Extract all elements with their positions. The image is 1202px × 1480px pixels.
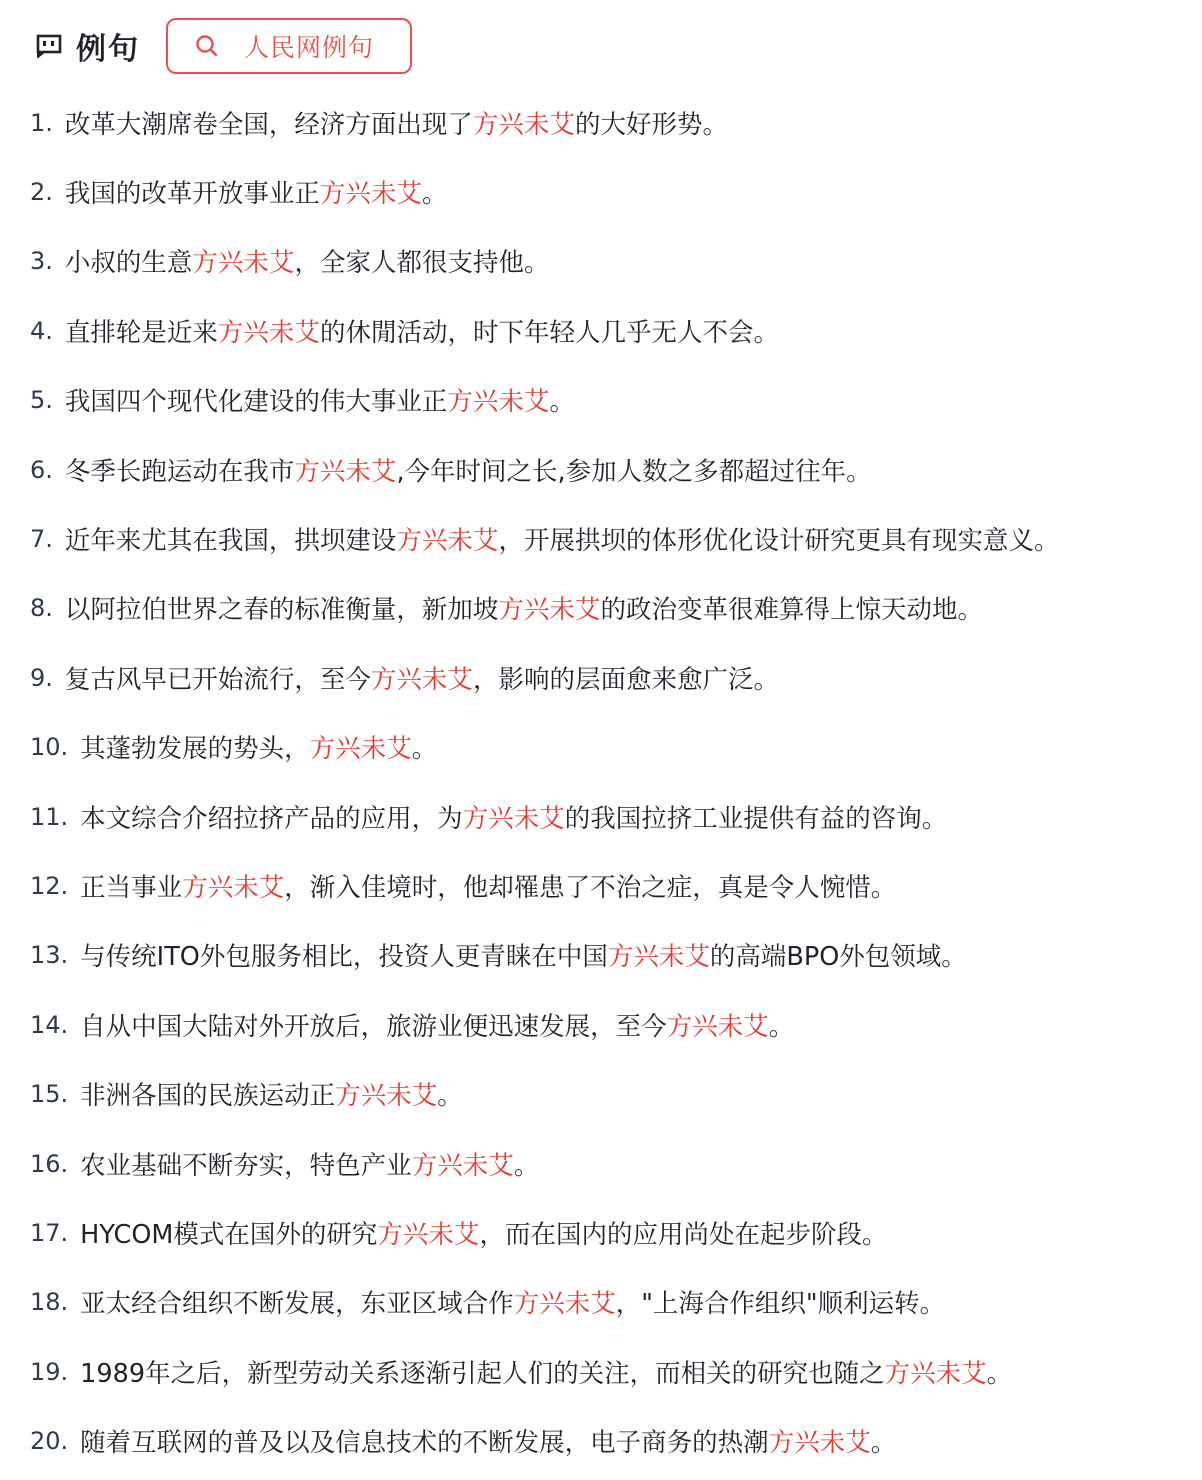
sentence-text-after: 的政治变革很难算得上惊天动地。: [600, 595, 983, 626]
sentence-item: [30, 643, 1195, 712]
sentence-item: [30, 1129, 1195, 1198]
sentence-item: [30, 88, 1195, 157]
sentence-number: 11.: [30, 802, 69, 831]
sentence-number: 17.: [30, 1218, 69, 1247]
sentence-text: [80, 1284, 945, 1320]
highlighted-keyword: 方兴未艾: [666, 1011, 769, 1042]
sentence-number: 20.: [30, 1427, 69, 1456]
sentence-item: [30, 990, 1195, 1059]
highlighted-keyword: 方兴未艾: [396, 526, 499, 557]
highlighted-keyword: 方兴未艾: [319, 179, 422, 210]
sentence-text: [65, 105, 728, 141]
sentence-text-after: 。: [870, 1428, 897, 1459]
highlighted-keyword: 方兴未艾: [309, 734, 412, 765]
sentence-text: [80, 1146, 539, 1182]
sentence-text-before: 冬季长跑运动在我市: [64, 456, 295, 487]
sentence-item: [30, 435, 1195, 504]
sentence-item: [30, 227, 1195, 296]
sentence-number: 1.: [30, 108, 53, 137]
sentence-number: 6.: [30, 455, 53, 484]
sentence-text: [80, 1076, 463, 1112]
sentence-item: [30, 713, 1195, 782]
sentence-number: 16.: [30, 1149, 69, 1178]
sentence-text: [65, 452, 872, 488]
search-button-label: 人民网例句: [244, 33, 375, 62]
sentence-item: [30, 296, 1195, 365]
sentence-text-after: 的我国拉挤工业提供有益的咨询。: [564, 803, 948, 834]
sentence-text-before: 我国的改革开放事业正: [64, 179, 320, 210]
highlighted-keyword: 方兴未艾: [768, 1428, 871, 1459]
sentence-text: [65, 243, 550, 279]
sentence-text-after: ，渐入佳境时，他却罹患了不治之症，真是令人惋惜。: [284, 872, 897, 903]
sentence-number: 5.: [30, 386, 53, 415]
sentence-text-before: HYCOM模式在国外的研究: [80, 1219, 378, 1250]
sentence-text-before: 亚太经合组织不断发展，东亚区域合作: [80, 1289, 514, 1320]
sentence-text-after: ，影响的层面愈来愈广泛。: [472, 664, 779, 695]
sentence-number: 4.: [30, 316, 53, 345]
sentence-text-before: 农业基础不断夯实，特色产业: [80, 1150, 412, 1181]
sentence-text-after: 。: [986, 1358, 1013, 1389]
highlighted-keyword: 方兴未艾: [192, 248, 295, 279]
highlighted-keyword: 方兴未艾: [335, 1081, 438, 1112]
sentence-number: 13.: [30, 941, 69, 970]
sentence-text: [80, 1423, 896, 1459]
sentence-number: 8.: [30, 594, 53, 623]
sentence-item: [30, 1198, 1195, 1267]
highlighted-keyword: 方兴未艾: [884, 1358, 987, 1389]
sentence-text: [65, 382, 575, 418]
sentence-text-after: ，全家人都很支持他。: [294, 248, 550, 279]
section-title: 例句: [76, 32, 140, 67]
quote-box-icon: [34, 31, 64, 61]
sentence-text-after: ,今年时间之长,参加人数之多都超过往年。: [396, 456, 872, 487]
example-sentence-list: [30, 88, 1195, 1476]
sentence-text-before: 我国四个现代化建设的伟大事业正: [64, 387, 448, 418]
sentence-text-after: 。: [768, 1011, 795, 1042]
highlighted-keyword: 方兴未艾: [411, 1150, 514, 1181]
sentence-text-before: 改革大潮席卷全国，经济方面出现了: [64, 109, 473, 140]
sentence-text: [80, 729, 437, 765]
sentence-text-after: 。: [411, 734, 438, 765]
sentence-text: [80, 1354, 1012, 1390]
sentence-text: [80, 1215, 887, 1251]
sentence-text: [80, 1007, 794, 1043]
highlighted-keyword: 方兴未艾: [472, 109, 575, 140]
sentence-number: 19.: [30, 1357, 69, 1386]
sentence-number: 3.: [30, 247, 53, 276]
highlighted-keyword: 方兴未艾: [498, 595, 601, 626]
sentence-text-after: 。: [437, 1081, 463, 1112]
sentence-text: [80, 868, 896, 904]
highlighted-keyword: 方兴未艾: [217, 317, 320, 348]
highlighted-keyword: 方兴未艾: [447, 387, 550, 418]
highlighted-keyword: 方兴未艾: [294, 456, 397, 487]
sentence-number: 14.: [30, 1010, 69, 1039]
sentence-text: [65, 660, 779, 696]
sentence-text-before: 直排轮是近来: [64, 317, 218, 348]
highlighted-keyword: 方兴未艾: [607, 942, 710, 973]
sentence-item: [30, 1059, 1195, 1128]
sentence-item: [30, 851, 1195, 920]
sentence-text-before: 随着互联网的普及以及信息技术的不断发展，电子商务的热潮: [80, 1428, 769, 1459]
sentence-number: 15.: [30, 1080, 69, 1109]
sentence-text-after: 的高端BPO外包领域。: [709, 942, 967, 973]
sentence-text: [65, 521, 1060, 557]
sentence-text-after: 的休閒活动，时下年轻人几乎无人不会。: [319, 317, 779, 348]
sentence-text-after: 。: [513, 1150, 540, 1181]
people-daily-examples-button[interactable]: [166, 18, 412, 74]
highlighted-keyword: 方兴未艾: [370, 664, 473, 695]
sentence-text-after: 的大好形势。: [574, 109, 728, 140]
sentence-item: [30, 504, 1195, 573]
sentence-item: [30, 574, 1195, 643]
sentence-text-before: 以阿拉伯世界之春的标准衡量，新加坡: [64, 595, 499, 626]
sentence-text-before: 复古风早已开始流行，至今: [64, 664, 371, 695]
sentence-text-before: 近年来尤其在我国，拱坝建设: [64, 526, 397, 557]
sentence-text: [65, 313, 779, 349]
sentence-text: [80, 937, 967, 973]
sentence-item: [30, 921, 1195, 990]
sentence-text-before: 自从中国大陆对外开放后，旅游业便迅速发展，至今: [80, 1011, 667, 1042]
sentence-item: [30, 366, 1195, 435]
sentence-text-after: 。: [549, 387, 575, 418]
sentence-text-after: 。: [421, 179, 448, 210]
sentence-item: [30, 1337, 1195, 1406]
highlighted-keyword: 方兴未艾: [377, 1219, 480, 1250]
sentence-item: [30, 157, 1195, 226]
sentence-text-before: 与传统ITO外包服务相比，投资人更青睐在中国: [80, 942, 608, 973]
sentence-number: 2.: [30, 178, 53, 207]
highlighted-keyword: 方兴未艾: [182, 872, 285, 903]
search-icon: [194, 33, 220, 59]
sentence-text-after: ，"上海合作组织"顺利运转。: [615, 1289, 946, 1320]
sentence-number: 12.: [30, 871, 69, 900]
sentence-text-before: 本文综合介绍拉挤产品的应用，为: [80, 803, 463, 834]
sentence-text-before: 其蓬勃发展的势头，: [80, 734, 310, 765]
sentence-number: 9.: [30, 663, 53, 692]
sentence-text-after: ，而在国内的应用尚处在起步阶段。: [479, 1219, 888, 1250]
sentence-text-after: ，开展拱坝的体形优化设计研究更具有现实意义。: [498, 526, 1060, 557]
sentence-text: [65, 174, 448, 210]
sentence-item: [30, 782, 1195, 851]
sentence-text-before: 非洲各国的民族运动正: [80, 1081, 336, 1112]
sentence-text-before: 正当事业: [80, 872, 183, 903]
sentence-number: 18.: [30, 1288, 69, 1317]
sentence-item: [30, 1268, 1195, 1337]
sentence-text: [80, 799, 947, 835]
example-sentences-header: [34, 17, 412, 75]
highlighted-keyword: 方兴未艾: [462, 803, 565, 834]
sentence-number: 7.: [30, 525, 53, 554]
sentence-text-before: 1989年之后，新型劳动关系逐渐引起人们的关注，而相关的研究也随之: [80, 1358, 885, 1389]
sentence-text-before: 小叔的生意: [64, 248, 193, 279]
sentence-text: [65, 590, 983, 626]
sentence-item: [30, 1406, 1195, 1475]
sentence-number: 10.: [30, 733, 69, 762]
highlighted-keyword: 方兴未艾: [513, 1289, 616, 1320]
